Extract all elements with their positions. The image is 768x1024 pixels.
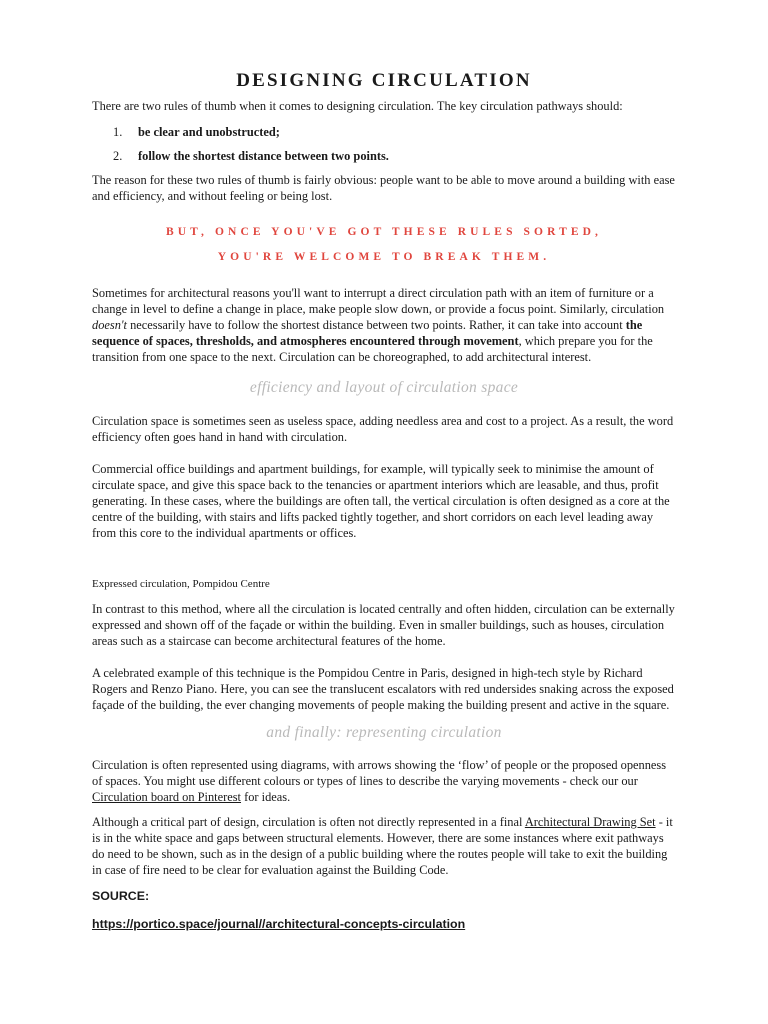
page-title: DESIGNING CIRCULATION	[236, 70, 532, 91]
represent-paragraph	[92, 757, 676, 805]
drawing-set-link[interactable]: Architectural Drawing Set	[524, 815, 656, 829]
text-run: , which prepare you for the transition from one space to the next. Circulation can be choreographed, to add architectural interest.	[92, 334, 653, 364]
contrast-paragraph: In contrast to this method, where all the circulation is located centrally and often hidden, circulation can be externally expressed and shown off of the façade or within the building. Even in smaller buildings, such as houses, circulation areas such as a staircase can become architectural features of the home.	[92, 602, 675, 648]
list-number: 1.	[113, 125, 123, 139]
list-item-text: be clear and unobstructed;	[138, 125, 280, 139]
document-body	[92, 70, 676, 933]
office-paragraph: Commercial office buildings and apartment buildings, for example, will typically seek to minimise the amount of circulate space, and give this space back to the tenancies or apartment interiors which are leasable, and thus, profit generating. In these cases, where the buildings are often tall, the vertical circulation is often designed as a core at the centre of the building, with stairs and lifts packed tightly together, and short corridors on each level leading away from this core to the individual apartments or offices.	[92, 462, 670, 540]
list-number: 2.	[113, 149, 123, 163]
text-run: Circulation is often represented using diagrams, with arrows showing the ‘flow’ of people or the proposed openness of spaces. You might use different colours or types of lines to describe the varying movements - check our our	[92, 758, 667, 788]
image-caption: Expressed circulation, Pompidou Centre	[92, 578, 270, 590]
rules-list	[92, 124, 676, 164]
section-heading-efficiency: efficiency and layout of circulation space	[249, 379, 519, 396]
pinterest-board-link[interactable]: Circulation board on Pinterest	[92, 790, 242, 804]
callout-line-2: YOU'RE WELCOME TO BREAK THEM.	[217, 251, 551, 263]
text-run: Sometimes for architectural reasons you'll want to interrupt a direct circulation path with an item of furniture or a change in level to define a change in place, make people slow down, or provide a focus point. Similarly, circulation	[92, 286, 665, 316]
text-run: Although a critical part of design, circulation is often not directly represented in a final	[92, 815, 525, 829]
pompidou-paragraph: A celebrated example of this technique is the Pompidou Centre in Paris, designed in high-tech style by Richard Rogers and Renzo Piano. Here, you can see the translucent escalators with red undersides snaking across the exposed façade of the building, the ever changing movements of people making the building present and active in the square.	[92, 666, 674, 712]
break-rules-paragraph	[92, 285, 676, 365]
intro-paragraph: There are two rules of thumb when it comes to designing circulation. The key circulation pathways should:	[92, 99, 623, 113]
callout-line-1: BUT, ONCE YOU'VE GOT THESE RULES SORTED,	[165, 226, 603, 238]
list-item	[92, 124, 676, 140]
italic-text: doesn't	[92, 318, 127, 332]
source-label: SOURCE:	[92, 889, 150, 903]
reason-paragraph: The reason for these two rules of thumb is fairly obvious: people want to be able to move around a building with ease and efficiency, and without feeling or being lost.	[92, 173, 675, 203]
text-run: - it is in the white space and gaps between structural elements. However, there are some instances where exit pathways do need to be shown, such as in the design of a public building where the routes people will take to exit the building in case of fire need to be clear for evaluation against the Building Code.	[92, 815, 673, 877]
text-run: for ideas.	[241, 790, 291, 804]
critical-paragraph	[92, 814, 676, 878]
list-item	[92, 148, 676, 164]
list-item-text: follow the shortest distance between two points.	[138, 149, 389, 163]
space-paragraph: Circulation space is sometimes seen as useless space, adding needless area and cost to a project. As a result, the word efficiency often goes hand in hand with circulation.	[92, 414, 674, 444]
bold-text: the sequence of spaces, thresholds, and atmospheres encountered through movement	[92, 318, 643, 348]
text-run: necessarily have to follow the shortest distance between two points. Rather, it can take into account	[127, 318, 626, 332]
source-link[interactable]: https://portico.space/journal//architectural-concepts-circulation	[92, 917, 466, 931]
section-heading-representing: and finally: representing circulation	[266, 724, 502, 741]
